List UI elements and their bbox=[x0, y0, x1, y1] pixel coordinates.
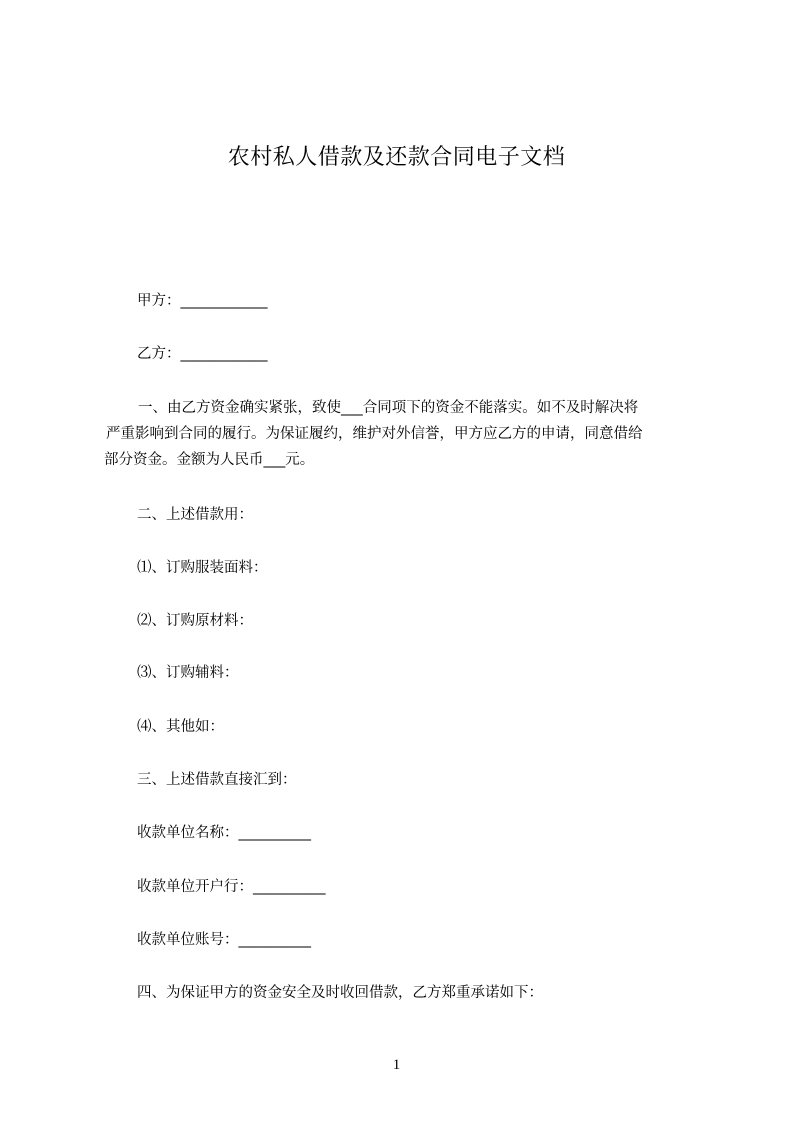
use-item: ⑴、订购服装面料： bbox=[137, 560, 268, 576]
payee-bank-line: 收款单位开户行：__________ bbox=[137, 879, 326, 895]
document-title: 农村私人借款及还款合同电子文档 bbox=[227, 145, 566, 170]
party-b-line: 乙方：____________ bbox=[137, 346, 268, 362]
clause-1-paragraph bbox=[104, 395, 704, 473]
page-number: 1 bbox=[392, 1057, 401, 1073]
payee-account-line: 收款单位账号：__________ bbox=[137, 932, 311, 948]
payee-name-line: 收款单位名称：__________ bbox=[137, 825, 311, 841]
use-item: ⑷、其他如： bbox=[137, 719, 224, 735]
clause-1-line-1: 一、由乙方资金确实紧张，致使___合同项下的资金不能落实。如不及时解决将 bbox=[138, 400, 639, 416]
clause-1-line-3: 部分资金。金额为人民币___元。 bbox=[104, 452, 315, 468]
clause-4-heading: 四、为保证甲方的资金安全及时收回借款，乙方郑重承诺如下： bbox=[137, 985, 543, 1001]
clause-2-heading: 二、上述借款用： bbox=[137, 507, 253, 523]
use-item: ⑶、订购辅料： bbox=[137, 665, 239, 681]
clause-3-heading: 三、上述借款直接汇到： bbox=[137, 772, 297, 788]
use-item: ⑵、订购原材料： bbox=[137, 613, 253, 629]
party-a-line: 甲方：____________ bbox=[137, 293, 268, 309]
clause-1-line-2: 严重影响到合同的履行。为保证履约，维护对外信誉，甲方应乙方的申请，同意借给 bbox=[106, 426, 643, 442]
